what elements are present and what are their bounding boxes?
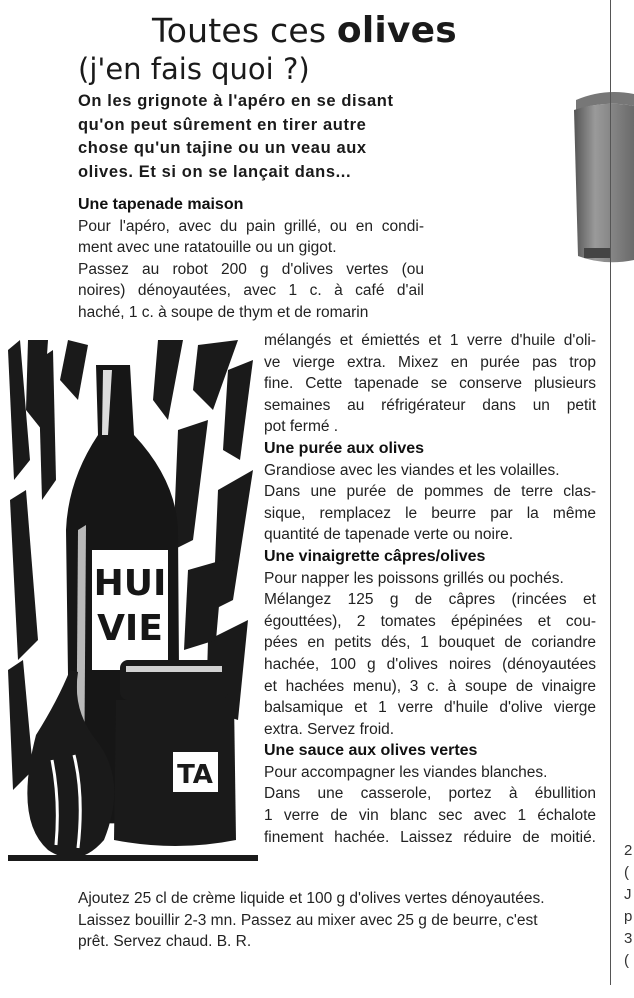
body-line: semaines au réfrigérateur dans un petit [264,396,596,414]
section-heading: Une tapenade maison [78,196,244,213]
intro-paragraph [78,90,428,184]
body-line: ment avec une ratatouille ou un gigot. [78,239,337,257]
page-subtitle: (j'en fais quoi ?) [78,52,310,86]
body-line: Dans une purée de pommes de terre clas- [264,483,596,501]
right-column [264,330,596,848]
body-line: Ajoutez 25 cl de crème liquide et 100 g d'olives vertes dénoyautées. [78,890,545,907]
intro-line: olives. Et si on se lançait dans... [78,162,352,181]
column-divider [610,0,611,985]
edge-char: J [624,886,632,903]
body-line: 1 verre de vin blanc sec avec 1 échalote [264,807,596,825]
bottle-label-line: VIE [97,608,163,649]
body-line: égouttées), 2 tomates épépinées et cou- [264,612,596,630]
body-line: Dans une casserole, portez à ébullition [264,785,596,803]
body-line: Pour l'apéro, avec du pain grillé, ou en condi- [78,217,424,235]
body-line: prêt. Servez chaud. B. R. [78,933,252,951]
body-line: Passez au robot 200 g d'olives vertes (ou [78,260,424,278]
body-line: mélangés et émiettés et 1 verre d'huile d'oli- [264,332,596,349]
bottle-label-line: HUI [93,563,167,604]
body-line: quantité de tapenade verte ou noire. [264,526,514,544]
body-line: pées en petits dés, 1 bouquet de coriandre [264,634,596,652]
body-line: sique, remplacez le beurre par la même [264,504,596,522]
page-title [152,10,457,51]
section-sauce-ending [78,888,594,953]
body-line: noires) dénoyautées, avec 1 c. à café d'ail [78,282,424,300]
edge-char: 2 [624,842,633,859]
next-column-fragments [624,840,634,972]
edge-char: ( [624,864,629,881]
section-heading: Une purée aux olives [264,439,425,457]
title-part-1: Toutes ces [152,11,337,50]
body-line: Grandiose avec les viandes et les volailles. [264,461,560,479]
body-line: extra. Servez froid. [264,720,395,738]
intro-line: chose qu'un tajine ou un veau aux [78,139,367,157]
olive-oil-linocut-illustration [8,340,258,875]
trash-bin-image [570,88,634,268]
body-line: Laissez bouillir 2-3 mn. Passez au mixer avec 25 g de beurre, c'est [78,911,538,929]
body-line: balsamique et 1 verre d'huile d'olive vierge [264,699,596,717]
body-line: Pour napper les poissons grillés ou pochés. [264,569,564,587]
body-line: fine. Cette tapenade se conserve plusieurs [264,375,596,393]
body-line: Mélangez 125 g de câpres (rincées et [264,591,596,609]
body-line: pot fermé . [264,418,339,436]
jar-label: TA [177,760,213,790]
section-heading: Une vinaigrette câpres/olives [264,547,486,565]
intro-line: qu'on peut sûrement en tirer autre [78,115,367,134]
edge-char: p [624,908,633,925]
body-line: finement hachée. Laissez réduire de moitié. [264,828,596,846]
edge-char: 3 [624,930,633,947]
body-line: hachée, 100 g d'olives noires (dénoyautées [264,655,596,673]
body-line: Pour accompagner les viandes blanches. [264,763,548,781]
edge-char: ( [624,952,629,969]
title-part-2: olives [336,10,457,51]
intro-line: On les grignote à l'apéro en se disant [78,92,394,110]
body-line: et hachées menu), 3 c. à soupe de vinaigre [264,677,596,695]
section-heading: Une sauce aux olives vertes [264,742,478,760]
section-tapenade [78,194,424,324]
body-line: ve vierge extra. Mixez en purée pas trop [264,353,596,371]
body-line: haché, 1 c. à soupe de thym et de romarin [78,303,369,321]
